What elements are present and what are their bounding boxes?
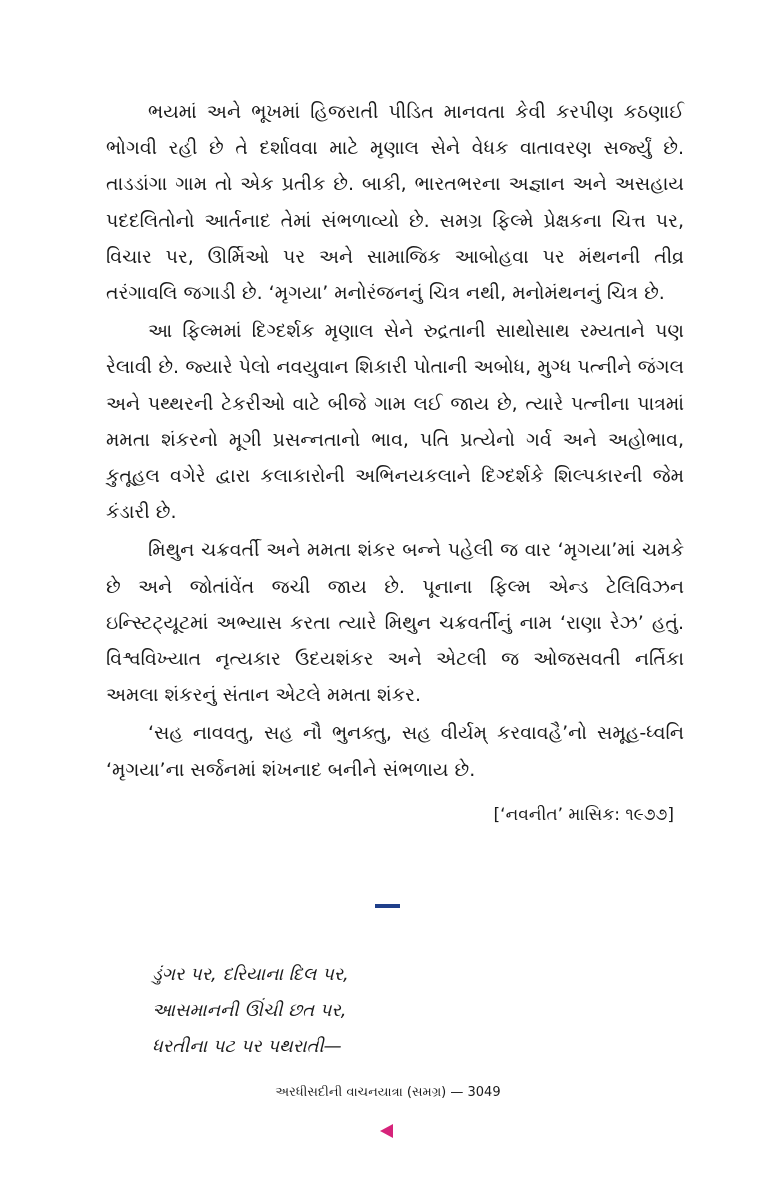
poem-line-3: ધરતીના પટ પર પથરાતી— [152,1036,342,1057]
article-body [106,94,684,790]
left-triangle-icon[interactable] [380,1124,393,1138]
poem-line-1: ડુંગર પર, દરિયાના દિલ પર, [152,964,349,985]
section-divider [375,904,400,908]
poem-line-2: આસમાનની ઊંચી છત પર, [152,1000,347,1021]
source-citation: [‘નવનીત’ માસિક: ૧૯૭૭] [493,805,674,825]
paragraph-2: આ ફિલ્મમાં દિગ્દર્શક મૃણાલ સેને રુદ્રતાની સાથોસાથ રમ્યતાને પણ રેલાવી છે. જ્યારે પેલો નવયુવાન શિકારી પોતાની અબોધ, મુગ્ધ પત્નીને જંગલ અને પથ્થરની ટેકરીઓ વાટે બીજે ગામ લઈ જાય છે, ત્યારે પત્નીના પાત્રમાં મમતા શંકરનો મૂગી પ્રસન્નતાનો ભાવ, પતિ પ્રત્યેનો ગર્વ અને અહોભાવ, કુતૂહલ વગેરે દ્વારા કલાકારોની અભિનયકલાને દિગ્દર્શકે શિલ્પકારની જેમ કંડારી છે. [106,320,684,524]
paragraph-1: ભયમાં અને ભૂખમાં હિજરાતી પીડિત માનવતા કેવી કરપીણ કઠણાઈ ભોગવી રહી છે તે દર્શાવવા માટે મૃણાલ સેને વેધક વાતાવરણ સર્જ્યું છે. તાડડાંગા ગામ તો એક પ્રતીક છે. બાકી, ભારતભરના અજ્ઞાન અને અસહાય પદદલિતોનો આર્તનાદ તેમાં સંભળાવ્યો છે. સમગ્ર ફિલ્મે પ્રેક્ષકના ચિત્ત પર, વિચાર પર, ઊર્મિઓ પર અને સામાજિક આબોહવા પર મંથનની તીવ્ર તરંગાવલિ જગાડી છે. ‘મૃગયા’ મનોરંજનનું ચિત્ર નથી, મનોમંથનનું ચિત્ર છે. [106,101,684,305]
paragraph-4: ‘સહ નાવવતુ, સહ નૌ ભુનક્તુ, સહ વીર્યમ્ કરવાવહૈ’નો સમૂહ-ધ્વનિ ‘મૃગયા’ના સર્જનમાં શંખનાદ બનીને સંભળાય છે. [106,722,684,781]
paragraph-3: મિથુન ચક્રવર્તી અને મમતા શંકર બન્ને પહેલી જ વાર ‘મૃગયા’માં ચમકે છે અને જોતાંવેંત જચી જાય છે. પૂનાના ફિલ્મ એન્ડ ટેલિવિઝન ઇન્સ્ટિટ્યૂટમાં અભ્યાસ કરતા ત્યારે મિથુન ચક્રવર્તીનું નામ ‘રાણા રેઝ’ હતું. વિશ્વવિખ્યાત નૃત્યકાર ઉદયશંકર અને એટલી જ ઓજસવતી નર્તિકા અમલા શંકરનું સંતાન એટલે મમતા શંકર. [106,539,684,707]
poem-excerpt [152,957,572,1065]
page-footer: અરધીસદીની વાચનયાત્રા (સમગ્ર) — 3049 [275,1085,501,1100]
